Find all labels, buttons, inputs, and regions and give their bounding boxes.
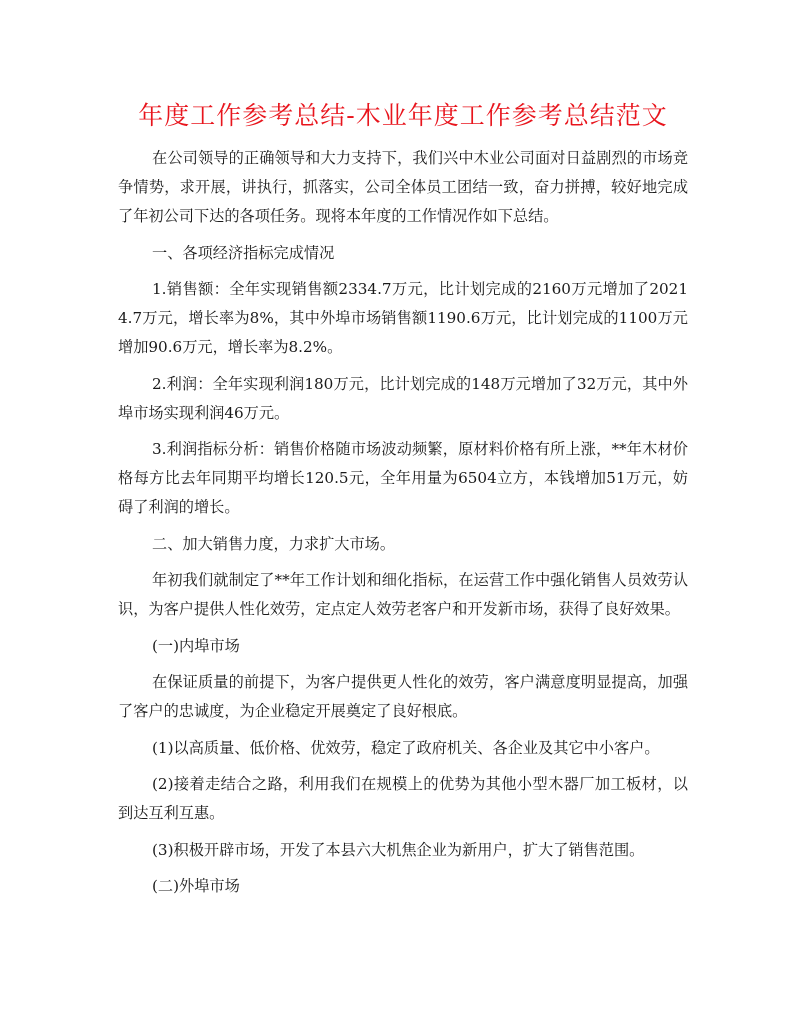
profit-analysis-paragraph: 3.利润指标分析：销售价格随市场波动频繁，原材料价格有所上涨，**年木材价格每方比去年同期平均增长120.5元，全年用量为6504立方，本钱增加51万元，妨碍了利润的增长。: [118, 440, 688, 516]
section-heading-economic-indicators: 一、各项经济指标完成情况: [152, 243, 335, 262]
intro-paragraph: 在公司领导的正确领导和大力支持下，我们兴中木业公司面对日益剧烈的市场竞争情势，求开展，讲执行，抓落实，公司全体员工团结一致，奋力拼搏，较好地完成了年初公司下达的各项任务。现将本年度的工作情况作如下总结。: [118, 149, 688, 225]
list-item-3: (3)积极开辟市场，开发了本县六大机焦企业为新用户，扩大了销售范围。: [152, 840, 645, 859]
subheading-external-market: (二)外埠市场: [152, 877, 240, 895]
sales-paragraph: 1.销售额：全年实现销售额2334.7万元，比计划完成的2160万元增加了20214.7万元，增长率为8%，其中外埠市场销售额1190.6万元，比计划完成的1100万元增加90.6万元，增长率为8.2%。: [118, 280, 688, 356]
document-title: 年度工作参考总结-木业年度工作参考总结范文: [138, 101, 668, 130]
domestic-market-paragraph: 在保证质量的前提下，为客户提供更人性化的效劳，客户满意度明显提高，加强了客户的忠诚度，为企业稳定开展奠定了良好根底。: [118, 673, 688, 720]
section-heading-sales-effort: 二、加大销售力度，力求扩大市场。: [152, 534, 395, 553]
list-item-1: (1)以高质量、低价格、优效劳，稳定了政府机关、各企业及其它中小客户。: [152, 738, 660, 757]
subheading-domestic-market: (一)内埠市场: [152, 636, 240, 655]
profit-paragraph: 2.利润：全年实现利润180万元，比计划完成的148万元增加了32万元，其中外埠市场实现利润46万元。: [118, 374, 688, 422]
list-item-2: (2)接着走结合之路，利用我们在规模上的优势为其他小型木器厂加工板材，以到达互利互惠。: [118, 775, 688, 822]
plan-paragraph: 年初我们就制定了**年工作计划和细化指标，在运营工作中强化销售人员效劳认识，为客户提供人性化效劳，定点定人效劳老客户和开发新市场，获得了良好效果。: [118, 571, 688, 618]
